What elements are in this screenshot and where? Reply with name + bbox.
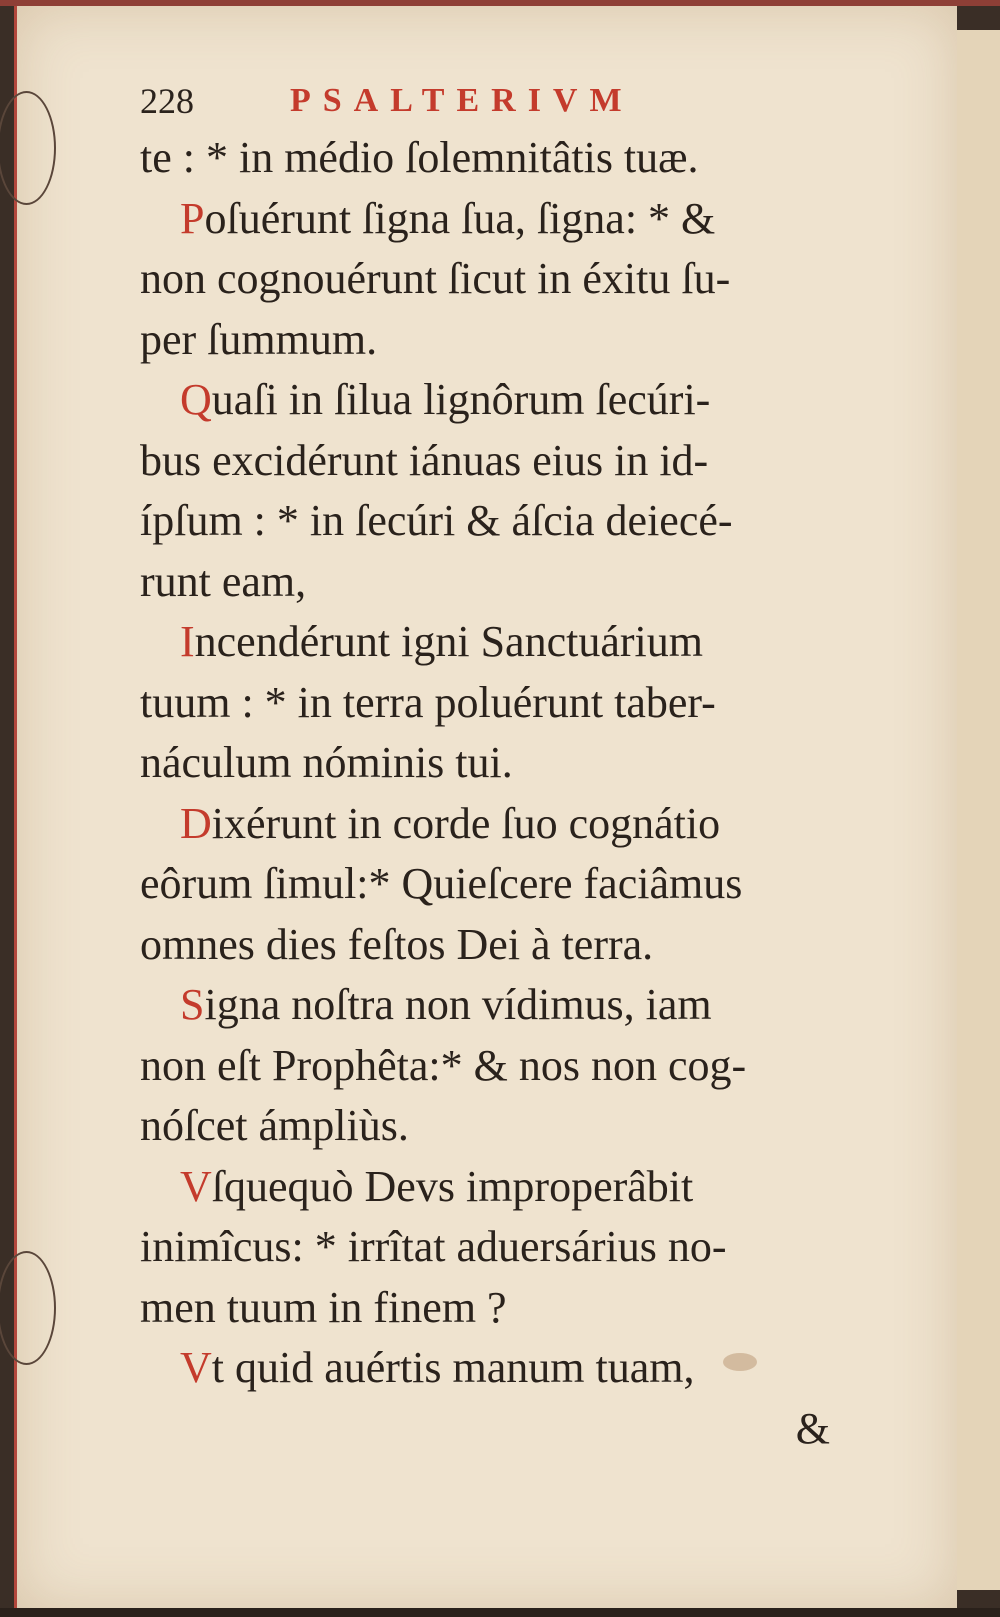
verse-line: Quaſi in ſilua lignôrum ſecúri- (180, 375, 711, 424)
verse-line: te : * in médio ſolemnitâtis tuæ. (140, 133, 699, 182)
verse-line: Vt quid auértis manum tuam, (180, 1343, 695, 1392)
verse-line: per ſummum. (140, 314, 378, 364)
binding-clip-bottom (0, 1251, 56, 1365)
binding-clip-top (0, 91, 56, 205)
facing-page-edge (955, 30, 1000, 1590)
verse-line: non cognouérunt ſicut in éxitu ſu- (140, 254, 731, 303)
red-initial: S (180, 980, 205, 1029)
verse-line: Vſquequò Devs improperâbit (180, 1161, 694, 1211)
red-initial: I (180, 617, 195, 666)
verse-line: ípſum : * in ſecúri & áſcia deiecé- (140, 496, 733, 545)
red-initial: D (180, 798, 212, 848)
verse-line: náculum nóminis tui. (140, 738, 513, 787)
verse-line: Poſuérunt ſigna ſua, ſigna: * & (180, 193, 716, 243)
verse-line: non eſt Prophêta:* & nos non cog- (140, 1040, 747, 1090)
page-number: 228 (140, 81, 194, 121)
catchword: & (795, 1403, 830, 1453)
red-initial: V (180, 1343, 212, 1392)
verse-line: nóſcet ámpliùs. (140, 1101, 409, 1150)
running-title: PSALTERIVM (290, 82, 634, 119)
verse-line: tuum : * in terra poluérunt taber- (140, 677, 716, 727)
verse-line: eôrum ſimul:* Quieſcere faciâmus (140, 859, 743, 908)
verse-line: Incendérunt igni Sanctuárium (180, 617, 703, 666)
psalm-text (140, 128, 840, 1459)
red-initial: P (180, 193, 205, 243)
verse-line: omnes dies feſtos Dei à terra. (140, 919, 654, 969)
verse-line: men tuum in finem ? (140, 1282, 507, 1332)
verse-line: runt eam, (140, 556, 307, 606)
verse-line: Signa noſtra non vídimus, iam (180, 980, 712, 1029)
verse-line: bus excidérunt iánuas eius in id- (140, 435, 709, 485)
page-edge-bottom (0, 1608, 1000, 1617)
verse-line: Dixérunt in corde ſuo cognátio (180, 798, 721, 848)
verse-line: inimîcus: * irrîtat aduersárius no- (140, 1222, 727, 1271)
red-initial: Q (180, 375, 212, 424)
red-initial: V (180, 1161, 212, 1211)
